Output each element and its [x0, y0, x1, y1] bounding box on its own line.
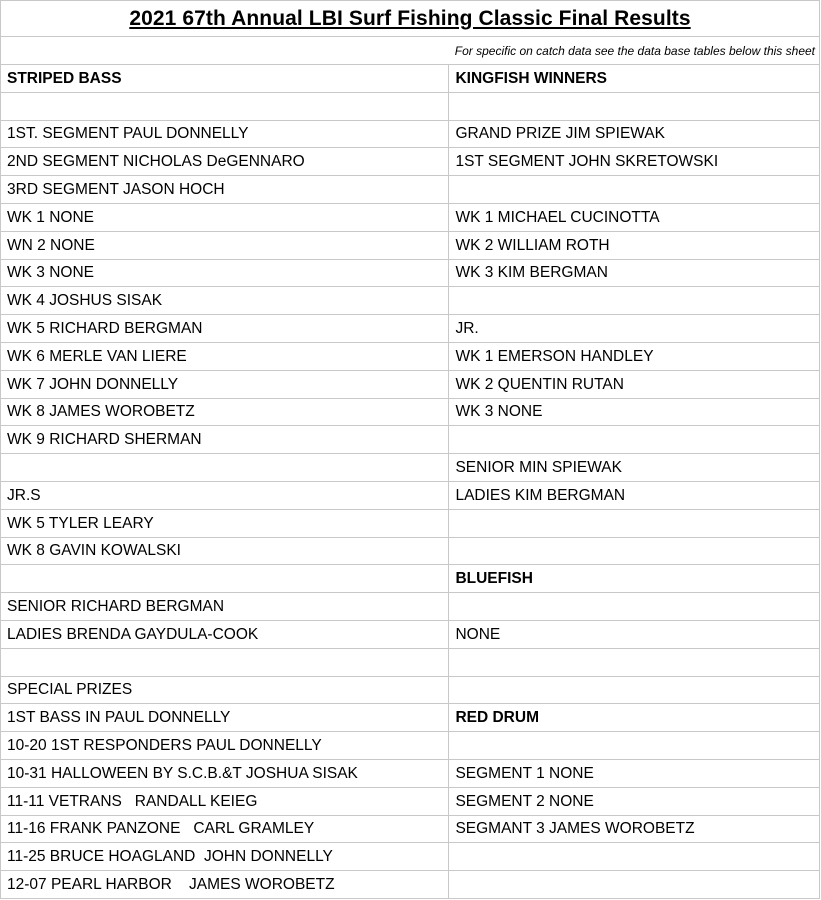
other-species-column-cell[interactable] [449, 843, 820, 870]
striped-bass-column-cell[interactable]: 12-07 PEARL HARBOR JAMES WOROBETZ [1, 871, 449, 898]
other-species-column-cell[interactable]: JR. [449, 315, 820, 342]
other-species-column-cell[interactable]: SEGMENT 1 NONE [449, 760, 820, 787]
striped-bass-column-cell[interactable]: STRIPED BASS [1, 65, 449, 92]
striped-bass-column-cell[interactable]: WK 5 TYLER LEARY [1, 510, 449, 537]
striped-bass-column-cell[interactable]: WK 7 JOHN DONNELLY [1, 371, 449, 398]
title-cell[interactable] [1, 1, 820, 37]
results-table [1, 65, 820, 899]
striped-bass-column-cell[interactable] [1, 93, 449, 120]
striped-bass-column-cell[interactable]: 10-31 HALLOWEEN BY S.C.B.&T JOSHUA SISAK [1, 760, 449, 787]
table-row [1, 204, 820, 232]
other-species-column-cell[interactable]: SEGMENT 2 NONE [449, 788, 820, 815]
other-species-column-cell[interactable]: KINGFISH WINNERS [449, 65, 820, 92]
table-row [1, 760, 820, 788]
striped-bass-column-cell[interactable]: WK 4 JOSHUS SISAK [1, 287, 449, 314]
other-species-column-cell[interactable]: RED DRUM [449, 704, 820, 731]
table-row [1, 538, 820, 566]
other-species-column-cell[interactable]: WK 1 EMERSON HANDLEY [449, 343, 820, 370]
table-row [1, 287, 820, 315]
catch-data-note: For specific on catch data see the data base tables below this sheet [454, 43, 815, 58]
striped-bass-column-cell[interactable]: 11-11 VETRANS RANDALL KEIEG [1, 788, 449, 815]
other-species-column-cell[interactable] [449, 732, 820, 759]
striped-bass-column-cell[interactable]: 2ND SEGMENT NICHOLAS DeGENNARO [1, 148, 449, 175]
other-species-column-cell[interactable]: WK 2 WILLIAM ROTH [449, 232, 820, 259]
table-row [1, 121, 820, 149]
table-row [1, 732, 820, 760]
striped-bass-column-cell[interactable]: WK 3 NONE [1, 260, 449, 287]
striped-bass-column-cell[interactable]: WK 1 NONE [1, 204, 449, 231]
table-row [1, 621, 820, 649]
table-row [1, 593, 820, 621]
table-row [1, 677, 820, 705]
striped-bass-column-cell[interactable]: LADIES BRENDA GAYDULA-COOK [1, 621, 449, 648]
striped-bass-column-cell[interactable]: 11-25 BRUCE HOAGLAND JOHN DONNELLY [1, 843, 449, 870]
table-row [1, 788, 820, 816]
table-row [1, 232, 820, 260]
striped-bass-column-cell[interactable]: SENIOR RICHARD BERGMAN [1, 593, 449, 620]
table-row [1, 176, 820, 204]
striped-bass-column-cell[interactable]: WK 8 JAMES WOROBETZ [1, 399, 449, 426]
striped-bass-column-cell[interactable]: WK 6 MERLE VAN LIERE [1, 343, 449, 370]
other-species-column-cell[interactable]: WK 3 NONE [449, 399, 820, 426]
table-row [1, 148, 820, 176]
striped-bass-column-cell[interactable]: 1ST. SEGMENT PAUL DONNELLY [1, 121, 449, 148]
striped-bass-column-cell[interactable]: WK 5 RICHARD BERGMAN [1, 315, 449, 342]
table-row [1, 426, 820, 454]
other-species-column-cell[interactable]: GRAND PRIZE JIM SPIEWAK [449, 121, 820, 148]
other-species-column-cell[interactable] [449, 593, 820, 620]
other-species-column-cell[interactable]: 1ST SEGMENT JOHN SKRETOWSKI [449, 148, 820, 175]
other-species-column-cell[interactable] [449, 176, 820, 203]
striped-bass-column-cell[interactable]: SPECIAL PRIZES [1, 677, 449, 704]
other-species-column-cell[interactable] [449, 677, 820, 704]
striped-bass-column-cell[interactable]: JR.S [1, 482, 449, 509]
table-row [1, 565, 820, 593]
other-species-column-cell[interactable] [449, 871, 820, 898]
other-species-column-cell[interactable]: SEGMANT 3 JAMES WOROBETZ [449, 816, 820, 843]
table-row [1, 704, 820, 732]
table-row [1, 260, 820, 288]
other-species-column-cell[interactable] [449, 510, 820, 537]
table-row [1, 399, 820, 427]
other-species-column-cell[interactable] [449, 93, 820, 120]
striped-bass-column-cell[interactable]: 11-16 FRANK PANZONE CARL GRAMLEY [1, 816, 449, 843]
table-row [1, 454, 820, 482]
other-species-column-cell[interactable]: BLUEFISH [449, 565, 820, 592]
other-species-column-cell[interactable] [449, 287, 820, 314]
striped-bass-column-cell[interactable]: 1ST BASS IN PAUL DONNELLY [1, 704, 449, 731]
table-row [1, 649, 820, 677]
striped-bass-column-cell[interactable]: 10-20 1ST RESPONDERS PAUL DONNELLY [1, 732, 449, 759]
striped-bass-column-cell[interactable]: WK 8 GAVIN KOWALSKI [1, 538, 449, 565]
table-row [1, 65, 820, 93]
striped-bass-column-cell[interactable] [1, 649, 449, 676]
striped-bass-column-cell[interactable]: 3RD SEGMENT JASON HOCH [1, 176, 449, 203]
table-row [1, 343, 820, 371]
table-row [1, 816, 820, 844]
table-row [1, 510, 820, 538]
other-species-column-cell[interactable]: WK 3 KIM BERGMAN [449, 260, 820, 287]
table-row [1, 871, 820, 899]
other-species-column-cell[interactable] [449, 649, 820, 676]
table-row [1, 482, 820, 510]
other-species-column-cell[interactable]: LADIES KIM BERGMAN [449, 482, 820, 509]
other-species-column-cell[interactable]: WK 2 QUENTIN RUTAN [449, 371, 820, 398]
table-row [1, 371, 820, 399]
other-species-column-cell[interactable]: WK 1 MICHAEL CUCINOTTA [449, 204, 820, 231]
table-row [1, 93, 820, 121]
table-row [1, 843, 820, 871]
striped-bass-column-cell[interactable] [1, 454, 449, 481]
other-species-column-cell[interactable]: SENIOR MIN SPIEWAK [449, 454, 820, 481]
striped-bass-column-cell[interactable]: WK 9 RICHARD SHERMAN [1, 426, 449, 453]
other-species-column-cell[interactable] [449, 538, 820, 565]
page-title: 2021 67th Annual LBI Surf Fishing Classic Final Results [129, 6, 691, 30]
striped-bass-column-cell[interactable] [1, 565, 449, 592]
table-row [1, 315, 820, 343]
other-species-column-cell[interactable] [449, 426, 820, 453]
other-species-column-cell[interactable]: NONE [449, 621, 820, 648]
striped-bass-column-cell[interactable]: WN 2 NONE [1, 232, 449, 259]
note-cell[interactable] [1, 37, 820, 65]
